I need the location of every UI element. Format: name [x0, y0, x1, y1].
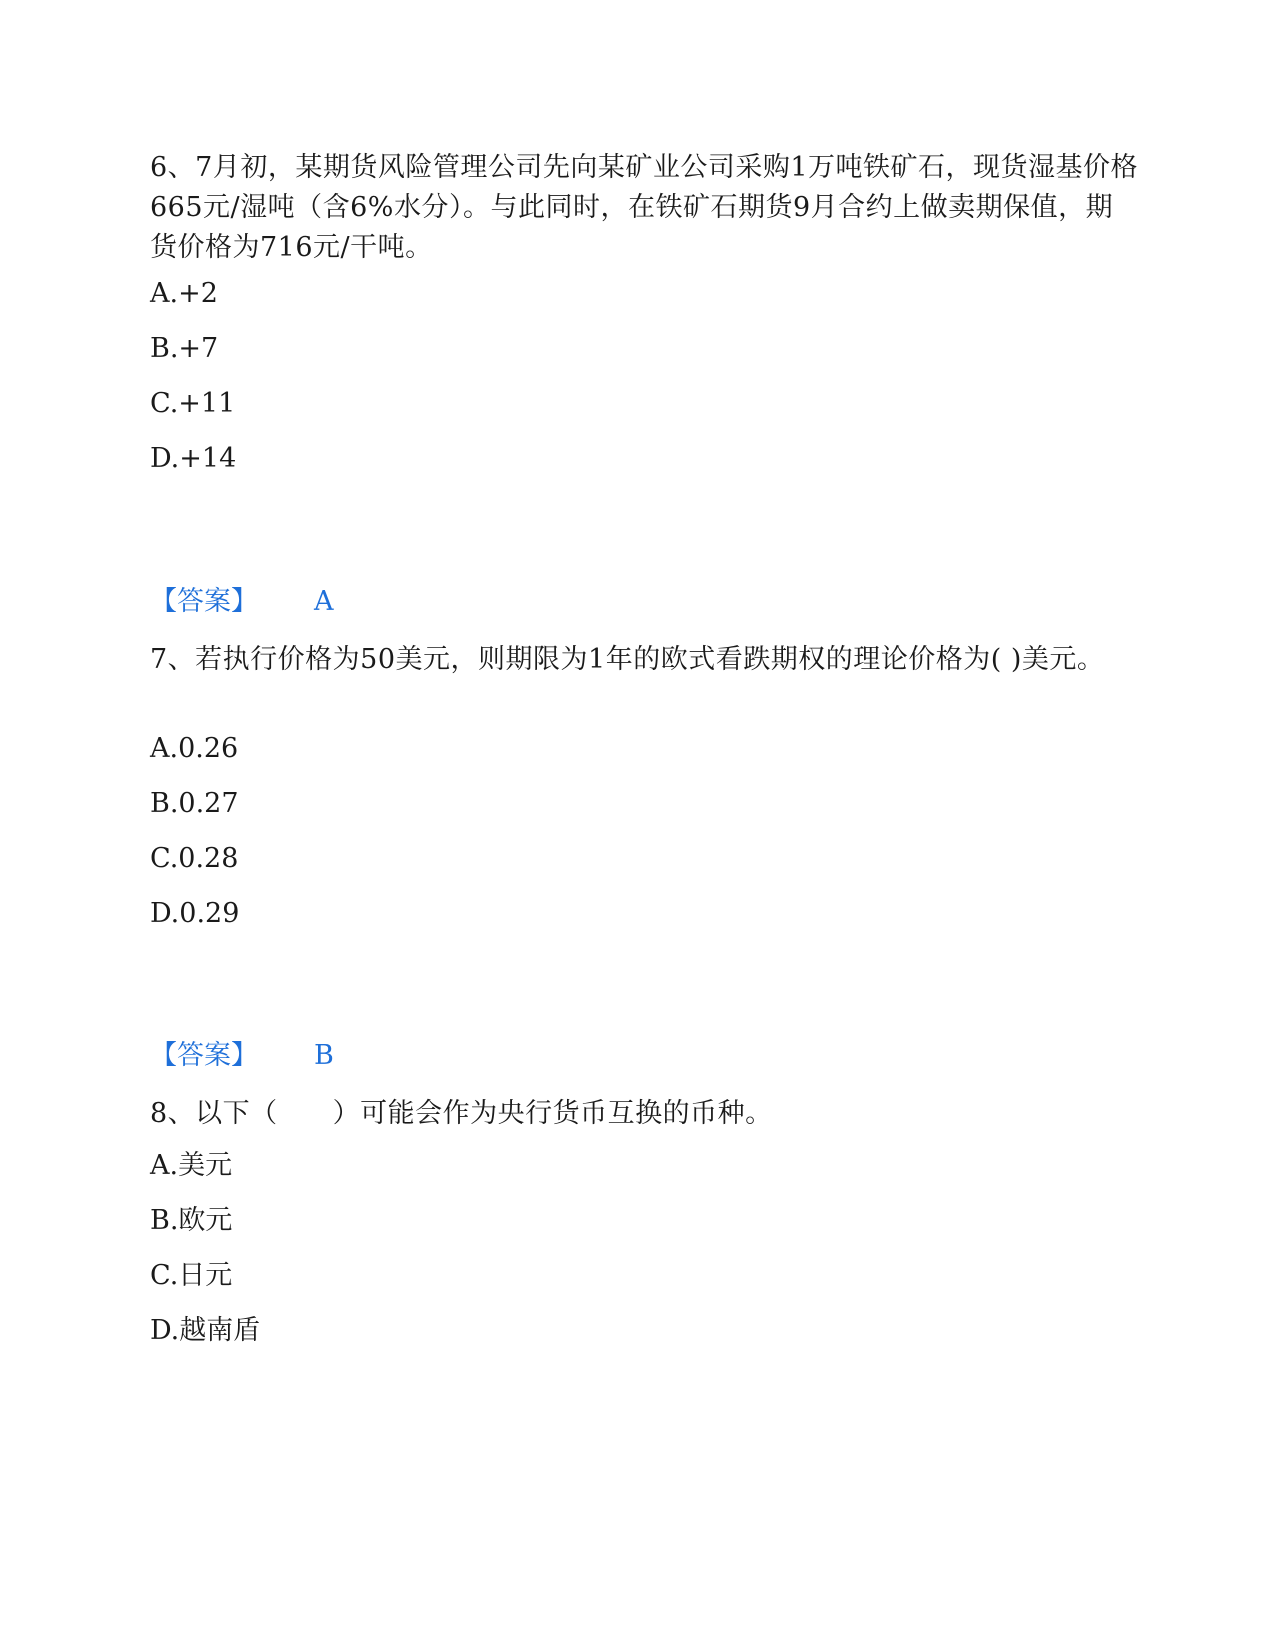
- question-7-text: 7、若执行价格为50美元，则期限为1年的欧式看跌期权的理论价格为( )美元。: [150, 644, 1105, 675]
- question-7: [150, 640, 1140, 680]
- answer-label: 【答案】: [150, 1040, 258, 1071]
- question-7-option-a: A.0.26: [150, 733, 239, 764]
- question-6-answer: [150, 584, 334, 620]
- question-8: [150, 1094, 1140, 1134]
- answer-value: A: [314, 586, 334, 617]
- question-6-option-a: A.+2: [150, 278, 218, 309]
- question-8-option-a: A.美元: [150, 1150, 233, 1181]
- question-7-option-d: D.0.29: [150, 898, 240, 929]
- question-7-option-b: B.0.27: [150, 788, 239, 819]
- question-6-text: 6、7月初，某期货风险管理公司先向某矿业公司采购1万吨铁矿石，现货湿基价格665元/湿吨（含6%水分）。与此同时，在铁矿石期货9月合约上做卖期保值，期货价格为716元/干吨。: [150, 152, 1139, 263]
- answer-label: 【答案】: [150, 586, 258, 617]
- question-6-option-d: D.+14: [150, 443, 237, 474]
- question-8-option-b: B.欧元: [150, 1205, 233, 1236]
- question-6: [150, 148, 1140, 268]
- answer-value: B: [314, 1040, 334, 1071]
- question-7-answer: [150, 1038, 334, 1074]
- question-6-option-b: B.+7: [150, 333, 219, 364]
- question-8-option-c: C.日元: [150, 1260, 233, 1291]
- question-8-text: 8、以下（ ）可能会作为央行货币互换的币种。: [150, 1098, 773, 1129]
- question-7-option-c: C.0.28: [150, 843, 239, 874]
- question-6-option-c: C.+11: [150, 388, 236, 419]
- question-8-option-d: D.越南盾: [150, 1315, 261, 1346]
